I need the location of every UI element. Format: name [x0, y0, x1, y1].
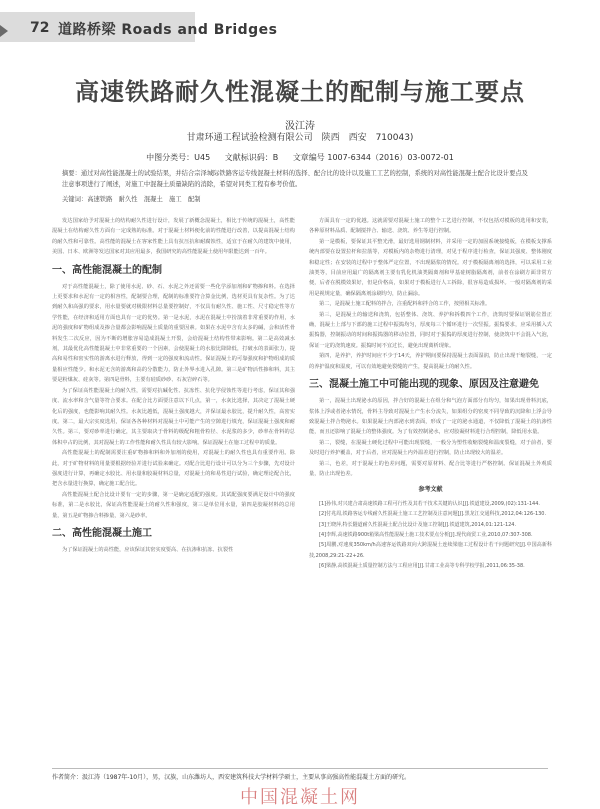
- page-header: [0, 0, 600, 54]
- site-watermark: 中国混凝土网: [240, 787, 360, 808]
- paragraph: 第四，是养护，养护时间应不少于14天，养护期间要保持混凝土表面湿润，防止出现干缩裂缝，一定的养护温度和湿度，可以有效地避免裂缝的产生，提高混凝土的耐久性。: [309, 353, 552, 370]
- section-heading: 二、高性能混凝土施工: [52, 527, 152, 539]
- left-column: [52, 216, 295, 555]
- reference-item: [3]王晓萍,特长隧道耐久性混凝土配合比设计及施工控制[J].铁道建筑,2014,01:121-124.: [319, 521, 517, 528]
- paragraph: 发达国家给予对混凝土的结构耐久性进行设计，发展了新概念混凝土，相比于传统的混凝土，高性能混凝土在结构耐久性方面有一定成熟的标准。对于混凝土材料便化前的性能进行改善，以提高混凝土结构的耐久性和可靠性。高性能的混凝土在客家性能上具有抗压抗和耐腐蚀性，适宜于在耐久的建筑中使用，美国、日本、欧洲等发达国家对其应用最多，我国研究的高性能混凝土使用年限能达到一百年。: [52, 218, 295, 256]
- paragraph: 第一是模板，要保证其平整光滑，最好选用钢制材料，并采用一定的加固系统接缝板，在模板支撑系统内部要在设置拉杆和拉筋等，对模板内的杂物进行清理，对见于程序进行检查，保证其强度、整体刚度和稳定性；在安装的过程中于整体严定位置，不出现隔浆的情况。对于模板隔离剂的选择，可以采用工业油类等，目前应用最广的隔离剂主要有乳化机油类隔离剂和甲基硅树脂隔离剂，前者在涂刷方面非常方便，后者在脱模效果好，但是价格高，如果对于模板进行人工拆除，很容易造成损坏。一般对隔离剂的采用是视规定量，确保隔离剂涂刷均匀，防止漏涂。: [309, 238, 552, 297]
- journal-section: [58, 19, 278, 39]
- article-author: 汲江涛: [285, 121, 315, 132]
- keywords: 关键词：高速铁路 耐久性 混凝土 施工 配制: [62, 196, 201, 203]
- journal-name-cn: 道路桥梁: [58, 22, 116, 38]
- paragraph: 第二，裂缝，在混凝土硬化过程中可能出现裂缝，一般分为塑性收缩裂缝和温度裂缝，对于前者，要及时进行养护覆盖，对于后者，应对混凝土内外温差进行控制，防止出现较大的温差。: [309, 439, 552, 457]
- paragraph: 为了保证高性能混凝土的耐久性，需要对抗碱化性、抗冻性、抗化学侵蚀性等进行考虑，保证其和强度、流水率和含气量等符合要求。在配合比方面要注意以下几点，第一，水灰比选择，其决定了混凝土硬化后的强度，也能影响其耐久性。水灰比越低，混凝土强度越大，并保证最水胶比，提升耐久性，高密实度。第二，最大宗实度选用，保证各各种材料对混凝土中可能产生的空隙进行填充，保证混凝土强度和耐久性。第三，要对砂率进行确定，其主要取决于骨料的级配和粗骨粒径、水泥浆的多少，砂率在骨料的总体积中占的比例，其对混凝土的工作性能和耐久性具有较大影响。保证混凝土在施工过程中的质量。: [52, 387, 295, 446]
- reference-item: [2]付兆周,铁路客运专线耐久性混凝土施工工艺控制及注意问题[J].黑龙江交通科技,2012,04:126-130.: [319, 511, 547, 518]
- reference-item: [4]李辉,高速铁路900t箱梁高性能混凝土施工技术要点分析[J].现代商贸工业,2010,07:307-308.: [319, 531, 533, 538]
- section-heading: 一、高性能混凝土的配制: [52, 264, 162, 276]
- paragraph: 对于高性能混凝土，除了使用水泥、砂、石、水泥之外还需要一些化学添加剂和矿物掺和料。在选择上更要求和水泥有一定的相容性，配制要合理，配制的标准要符合算金比例，选材更具有复杂性。为了达到耐久和高强的要求，用水量要就对极限材料总量要控制好，不仅具有耐久性、施工性、尺寸稳定性等方学性能，在经济和适用方面也具有一定的优势。第一是水泥，水泥在混凝土中扮演着非常重要的作用，水泥的强度和矿物组成及掺合量都会影响混凝土质量的重要因素。如果在水泥中含有太多的碱，会和活性骨料发生二次反应，因为不断的增胀容易造成混凝土开裂，会给混凝土结构性带来影响。第二是高效减水剂，其最优化高性能混凝土中非常重要的一个因素，会使混凝土的水胶比降降低，打破水的表面张力，提高和易性和密实性的游离水进行释放，得到一定的强度和流动性。保证混凝土的可靠强度和护物组成的质量相应性能少。和水泥无含的游离和高的分散能力，防止外界水进入孔隙。第三是矿物活性掺和料，其主要是粉煤灰、硅灰等。第四是骨料，主要有硅质砂砂、石灰岩碎石等。: [52, 283, 295, 384]
- abstract: 摘要：通过对高性能混凝土的试验结果，并结合宗泽城际铁路客运专线混凝土材料的选择、配合比的设计以及施工工艺的控制，系统的对高性能混凝土配合比设计要点及注意事项进行了阐述，对施工中混凝土质量缺陷的消除，希望对同类工程有参考价值。: [62, 170, 528, 188]
- references-heading: 参考文献: [418, 486, 443, 494]
- classification-number: 中图分类号：U45: [146, 153, 211, 162]
- section-heading: 三、混凝土施工中可能出现的现象、原因及注意避免: [309, 379, 539, 391]
- author-footnote: 作者简介：汲江涛（1987年-10月），男，汉族，山东潍坊人，西安建筑科技大学材料学硕士，主要从事高强高性能混凝土方面的研究。: [52, 774, 411, 781]
- article-number: 文章编号 1007-6344（2016）03-0072-01: [292, 153, 454, 162]
- reference-item: [1]孙伟,对兴建合肃高速铁路工程可行性及其若干技术关键的认识[J].铁道建设,2009,(02):131-144.: [319, 500, 540, 507]
- header-arrow-icon: [0, 25, 8, 37]
- right-column: [309, 216, 552, 572]
- reference-item: [5]周鹏,对速度350km/h高速客运铁路双向大跨混凝土连续梁施工过程设计若干问题研究[J].中国高新科技,2008,29:21-22+26.: [309, 542, 552, 559]
- paragraph: 为了保证混凝土的高性能，应该保证其密实度要高、在抗渗和抗冻、抗裂性: [62, 546, 234, 553]
- author-affiliation: 甘肃环通工程试验检测有限公司 陕西 西安 710043): [186, 133, 414, 143]
- paragraph: 高性能混凝土的配制需要注重矿物掺和料和外加剂的使用，对混凝土的耐久性也具有重要作用。除此，对于矿物材料的用量要根据经验并进行试验来确定。对配合比进行设计可以分为三个步骤，先对设计强度进行计算，再确定水胶比、用水量和胶凝材料总量，对混凝土的和易性进行试验，确定理论配合比，把含水量进行换算，确定施工配合比。: [52, 450, 295, 488]
- paragraph: 第三，是混凝土的输送和浇筑，包括整体、浇筑、养护和拆模四个工作，浇筑时要保证钢筋位置正确，混凝土上部与下部的施工过程中振捣均匀，厚度每三个循环进行一次竖振。振捣要求，应采用插入式振捣器，控制振动的时间和振捣器的移动位置，同时对于振捣的厚度进行控制，使浇筑中不会混入气泡，保证一定的浇筑速度。振捣时间不宜过长，避免出现离析现象。: [309, 311, 552, 349]
- article-title: 高速铁路耐久性混凝土的配制与施工要点: [75, 77, 525, 106]
- document-code: 文献标识码：B: [224, 153, 279, 162]
- paragraph: 第二，是混凝土施工配料的拌合，注重配料和拌合的工作，按照相关标准。: [319, 301, 491, 308]
- paragraph: 高性能混凝土配合比设计要有一定的步骤，第一是确定适配的强度。其试配强度要满足设计中的强度标准，第二是水胶比，保证高性能混凝土的耐久性和强度，第三是单位用水量，第四是胶凝材料的总用量，第五是矿物掺合料掺量，第六是砂率。: [52, 491, 295, 519]
- journal-name-en: Roads and Bridges: [121, 22, 278, 38]
- paragraph: 第三，色差，对于混凝土的色差问题，需要对原材料、配合比等进行严格控制。保证混凝土外观质量，防止出现色差。: [309, 460, 552, 477]
- footnote-divider: [52, 768, 548, 769]
- article-meta: [0, 152, 600, 163]
- paragraph: 第一，混凝土出现泌水的原因，拌合好的混凝土在组分和气泡方面部分有均匀，如果出现骨料沉底，浆体上浮或者泌水情况，骨料主导致对混凝土产生水分流失，如果组分的密度不同导致的沉降和上浮会导致混凝土拌合物泌水。如果混凝土内部泌水到表面，形成了一定的泌水通道，不仅降低了混凝土的抗渗性能，而且还影响了混凝土的整体强度。为了有效控制泌水，应对胶凝材料进行合理控制，降低用水量。: [309, 398, 552, 436]
- reference-item: [6]梁静,高铁混凝土质量控制方法与工程应用[J].甘肃工业高等专科学校学报,2011,06:35-38.: [319, 563, 525, 570]
- paragraph: 方面具有一定的优越。这就需要对混凝土施工的整个工艺进行控制，不仅包括对模板的选用和安装，各种原材料品质、配制搅拌合、输送、浇筑、养生等进行控制。: [309, 218, 552, 235]
- page-number: 72: [30, 20, 50, 36]
